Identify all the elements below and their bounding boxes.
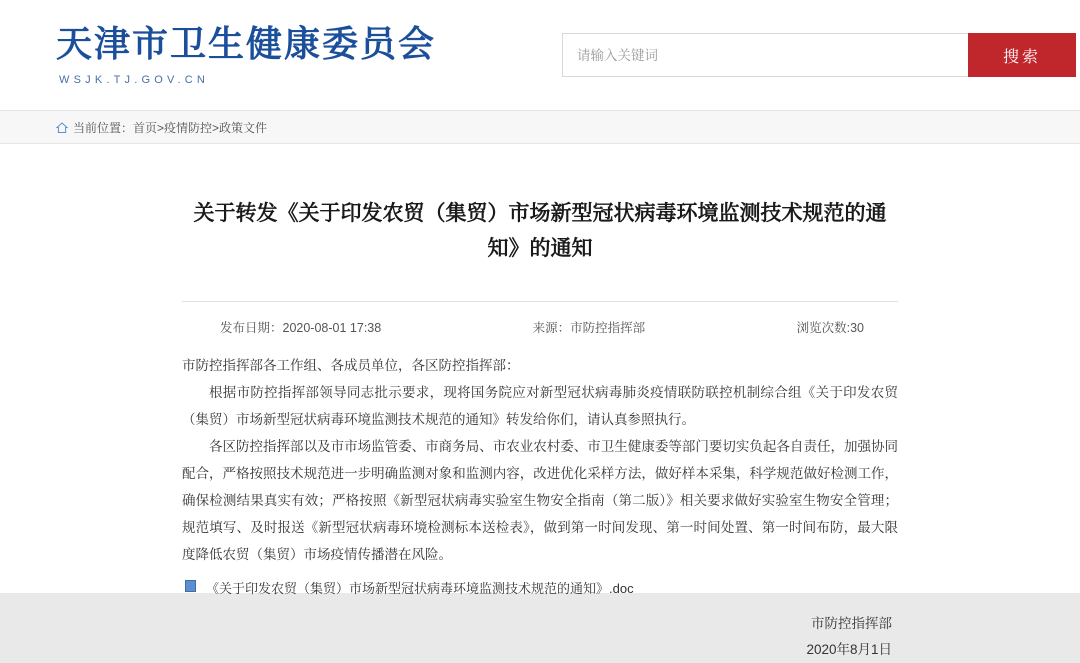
search-button[interactable]: 搜索 <box>968 33 1076 77</box>
signature-org: 市防控指挥部 <box>811 616 892 632</box>
search-bar <box>562 33 1076 77</box>
home-icon <box>56 122 68 134</box>
article-source: 来源：市防控指挥部 <box>532 321 646 336</box>
site-logo-subtitle: WSJK.TJ.GOV.CN <box>59 74 210 87</box>
article-meta <box>182 302 898 336</box>
paragraph-2: 各区防控指挥部以及市市场监管委、市商务局、市农业农村委、市卫生健康委等部门要切实负起各自责任，加强协同配合，严格按照技术规范进一步明确监测对象和监测内容，改进优化采样方法，做好样本采集，科学规范做好检测工作，确保检测结果真实有效；严格按照《新型冠状病毒实验室生物安全指南（第二版）》相关要求做好实验室生物安全管理；规范填写、及时报送《新型冠状病毒环境检测标本送检表》，做到第一时间发现、第一时间处置、第一时间布防，最大限度降低农贸（集贸）市场疫情传播潜在风险。 <box>182 439 898 563</box>
article-body <box>182 352 898 568</box>
publish-date: 发布日期：2020-08-01 17:38 <box>220 321 382 336</box>
view-count: 浏览次数:30 <box>796 321 864 336</box>
article-signature <box>182 611 898 662</box>
signature-date: 2020年8月1日 <box>806 641 892 657</box>
breadcrumb-text[interactable]: 当前位置：首页>疫情防控>政策文件 <box>73 120 268 135</box>
site-header <box>0 0 1080 110</box>
breadcrumb <box>0 110 1080 144</box>
attachment-item[interactable] <box>182 578 898 597</box>
page-title: 关于转发《关于印发农贸（集贸）市场新型冠状病毒环境监测技术规范的通知》的通知 <box>193 201 887 260</box>
paragraph-salutation: 市防控指挥部各工作组、各成员单位，各区防控指挥部： <box>182 358 520 374</box>
attachment-link[interactable]: 《关于印发农贸（集贸）市场新型冠状病毒环境监测技术规范的通知》.doc <box>206 581 634 597</box>
attachment-icon <box>185 580 196 592</box>
site-logo[interactable] <box>56 24 496 86</box>
search-input[interactable] <box>562 33 968 77</box>
paragraph-1: 根据市防控指挥部领导同志批示要求，现将国务院应对新型冠状病毒肺炎疫情联防联控机制综合组《关于印发农贸（集贸）市场新型冠状病毒环境监测技术规范的通知》转发给你们，请认真参照执行。 <box>182 385 898 428</box>
site-logo-title: 天津市卫生健康委员会 <box>56 23 437 64</box>
